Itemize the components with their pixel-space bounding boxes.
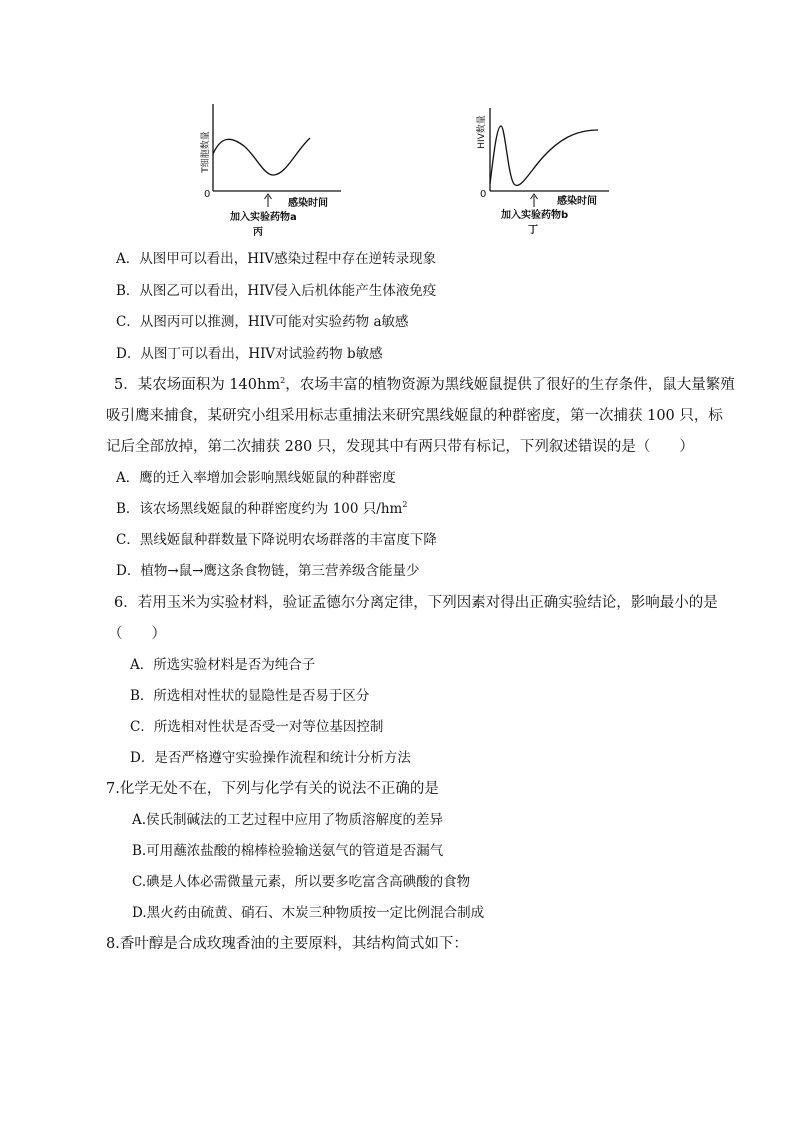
q5-stem-line3: 记后全部放掉，第二次捕获 280 只，发现其中有两只带有标记，下列叙述错误的是（ ） <box>106 439 694 455</box>
q7-option-c: C.碘是人体必需微量元素，所以要多吃富含高碘酸的食物 <box>132 874 471 890</box>
q5-option-a: A．鹰的迁入率增加会影响黑线姬鼠的种群密度 <box>116 470 396 486</box>
q7-option-a: A.侯氏制碱法的工艺过程中应用了物质溶解度的差异 <box>132 812 444 828</box>
q4-option-d: D．从图丁可以看出，HIV对试验药物 b敏感 <box>116 346 383 362</box>
q6-stem: 6．若用玉米为实验材料，验证孟德尔分离定律，下列因素对得出正确实验结论，影响最小的是 <box>114 595 718 611</box>
q6-bracket: （ ） <box>108 626 166 642</box>
figure-ding-x-label: 感染时间 <box>557 196 597 207</box>
figure-ding-annotation: 加入实验药物b <box>501 210 569 221</box>
q5-stem-line1-b: ，农场丰富的植物资源为黑线姬鼠提供了很好的生存条件，鼠大量繁殖 <box>285 377 735 393</box>
q6-option-a: A．所选实验材料是否为纯合子 <box>130 657 316 673</box>
figure-bing-curve <box>213 138 310 175</box>
figure-bing-y-label: T细胞数量 <box>201 131 211 173</box>
q5-stem-line1 <box>114 375 735 395</box>
figure-ding <box>474 96 614 244</box>
q7-option-b: B.可用蘸浓盐酸的棉棒检验输送氨气的管道是否漏气 <box>132 843 444 859</box>
figure-ding-curve <box>490 126 598 185</box>
q5-option-b <box>116 499 407 519</box>
figure-bing-annotation: 加入实验药物a <box>230 212 297 223</box>
figure-bing-origin: 0 <box>204 189 211 200</box>
q5-area-unit-exponent: 2 <box>280 376 286 385</box>
q5-option-d: D．植物→鼠→鹰这条食物链，第三营养级含能量少 <box>116 563 420 579</box>
q7-option-d: D.黑火药由硫黄、硝石、木炭三种物质按一定比例混合制成 <box>132 905 485 921</box>
q6-option-b: B．所选相对性状的显隐性是否易于区分 <box>130 688 370 704</box>
q4-option-c: C．从图丙可以推测，HIV可能对实验药物 a敏感 <box>116 314 409 330</box>
q7-stem: 7.化学无处不在，下列与化学有关的说法不正确的是 <box>106 781 439 797</box>
q5-option-c: C．黑线姬鼠种群数量下降说明农场群落的丰富度下降 <box>116 532 437 548</box>
q5-stem-line2: 吸引鹰来捕食，某研究小组采用标志重捕法来研究黑线姬鼠的种群密度，第一次捕获 100 只，标 <box>106 408 723 424</box>
q5-stem-line1-a: 5．某农场面积为 140hm <box>114 377 281 393</box>
q4-option-a: A．从图甲可以看出，HIV感染过程中存在逆转录现象 <box>116 251 437 267</box>
q6-option-c: C．所选相对性状是否受一对等位基因控制 <box>130 719 384 735</box>
q4-option-b: B．从图乙可以看出，HIV侵入后机体能产生体液免疫 <box>116 283 437 299</box>
q5-option-b-exponent: 2 <box>402 500 408 509</box>
figure-ding-y-label: HIV数量 <box>477 115 487 149</box>
q5-option-b-text: B．该农场黑线姬鼠的种群密度约为 100 只/hm <box>116 501 403 517</box>
figure-ding-origin: 0 <box>480 189 487 200</box>
figure-bing-x-label: 感染时间 <box>288 198 328 209</box>
figure-bing-caption: 丙 <box>253 227 263 238</box>
figure-ding-caption: 丁 <box>528 225 538 236</box>
figure-bing <box>196 96 346 244</box>
q8-stem: 8.香叶醇是合成玫瑰香油的主要原料，其结构简式如下： <box>106 936 468 952</box>
q6-option-d: D．是否严格遵守实验操作流程和统计分析方法 <box>130 750 411 766</box>
